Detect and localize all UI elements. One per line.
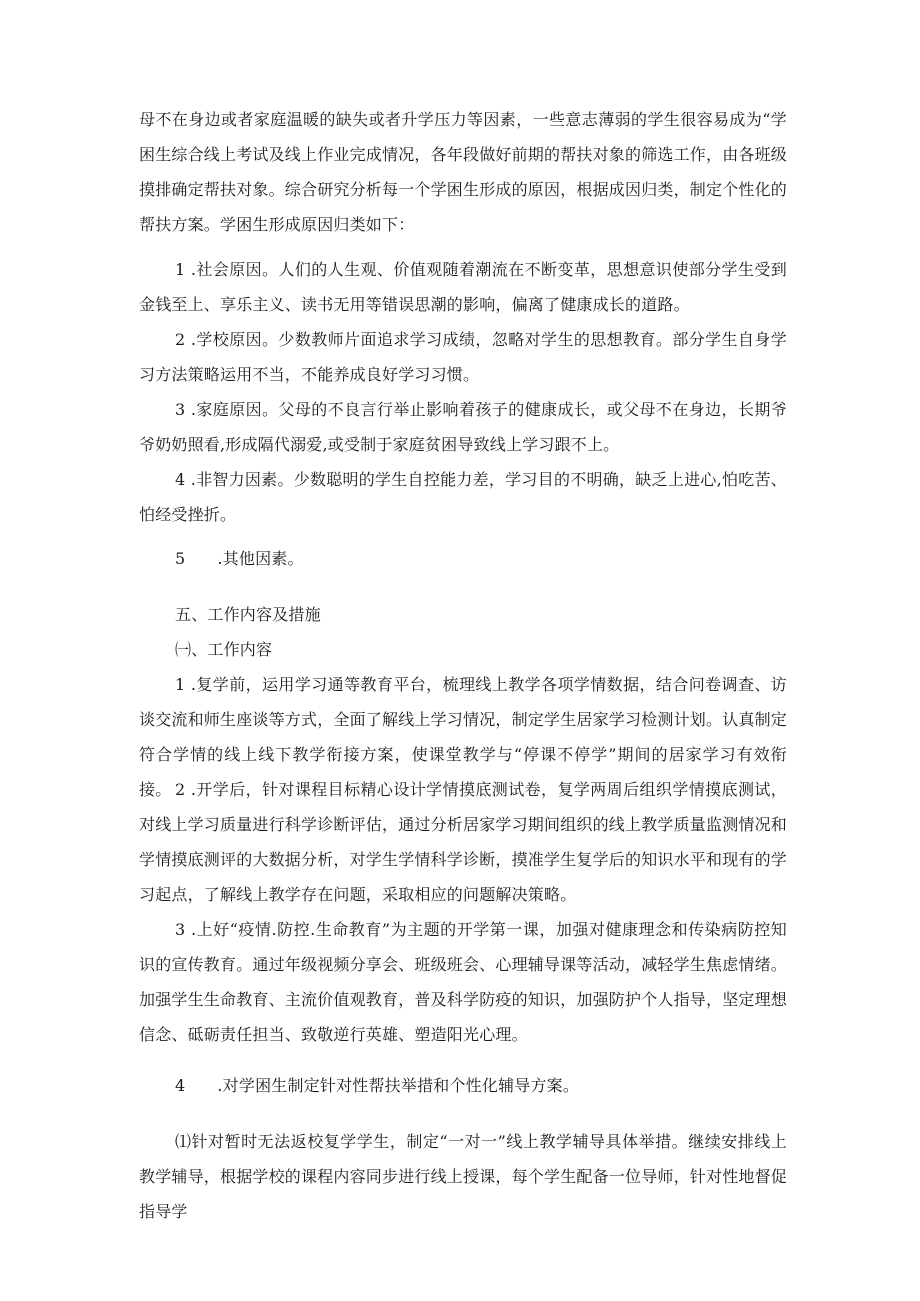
cause-5-text: .其他因素。 [217,549,304,568]
item-1-paragraph: 1 .复学前，运用学习通等教育平台，梳理线上教学各项学情数据，结合问卷调查、访谈交流和师生座谈等方式，全面了解线上学习情况，制定学生居家学习检测计划。认真制定符合学情的线上线下教学衔接方案，使课堂教学与“停课不停学”期间的居家学习有效衔接。 [139,675,788,799]
cause-5-number: 5 [175,549,186,568]
item-4-number: 4 [175,1076,186,1095]
cause-3-paragraph: 3 .家庭原因。父母的不良言行举止影响着孩子的健康成长，或父母不在身边，长期爷爷奶奶照看,形成隔代溺爱,或受制于家庭贫困导致线上学习跟不上。 [139,400,787,454]
item-4-text: .对学困生制定针对性帮扶举措和个性化辅导方案。 [217,1076,580,1095]
section-5-heading: 五、工作内容及措施 [175,605,321,624]
cause-5-paragraph [139,541,787,576]
cause-2-paragraph: 2 .学校原因。少数教师片面追求学习成绩，忽略对学生的思想教育。部分学生自身学习方法策略运用不当，不能养成良好学习习惯。 [139,330,787,384]
intro-paragraph: 母不在身边或者家庭温暖的缺失或者升学压力等因素，一些意志薄弱的学生很容易成为“学困生综合线上考试及线上作业完成情况，各年段做好前期的帮扶对象的筛选工作，由各班级摸排确定帮扶对象。综合研究分析每一个学困生形成的原因，根据成因归类，制定个性化的帮扶方案。学困生形成原因归类如下： [139,110,788,234]
sub-item-1-paragraph: ⑴针对暂时无法返校复学学生，制定“一对一”线上教学辅导具体举措。继续安排线上教学辅导，根据学校的课程内容同步进行线上授课，每个学生配备一位导师，针对性地督促指导学 [139,1132,788,1221]
cause-1-paragraph: 1 .社会原因。人们的人生观、价值观随着潮流在不断变革，思想意识使部分学生受到金钱至上、享乐主义、读书无用等错误思潮的影响，偏离了健康成长的道路。 [139,260,787,314]
cause-4-paragraph: 4 .非智力因素。少数聪明的学生自控能力差，学习目的不明确，缺乏上进心,怕吃苦、怕经受挫折。 [139,470,787,524]
subsection-1-heading: ㈠、工作内容 [175,640,273,659]
item-2-paragraph: 2 .开学后，针对课程目标精心设计学情摸底测试卷，复学两周后组织学情摸底测试，对线上学习质量进行科学诊断评估，通过分析居家学习期间组织的线上教学质量监测情况和学情摸底测评的大数据分析，对学生学情科学诊断，摸准学生复学后的知识水平和现有的学习起点，了解线上教学存在问题，采取相应的问题解决策略。 [139,780,788,904]
item-4-paragraph [139,1068,787,1103]
item-3-paragraph: 3 .上好“疫情.防控.生命教育”为主题的开学第一课，加强对健康理念和传染病防控知识的宣传教育。通过年级视频分享会、班级班会、心理辅导课等活动，减轻学生焦虑情绪。加强学生生命教育、主流价值观教育，普及科学防疫的知识，加强防护个人指导，坚定理想信念、砥砺责任担当、致敬逆行英雄、塑造阳光心理。 [139,920,788,1044]
